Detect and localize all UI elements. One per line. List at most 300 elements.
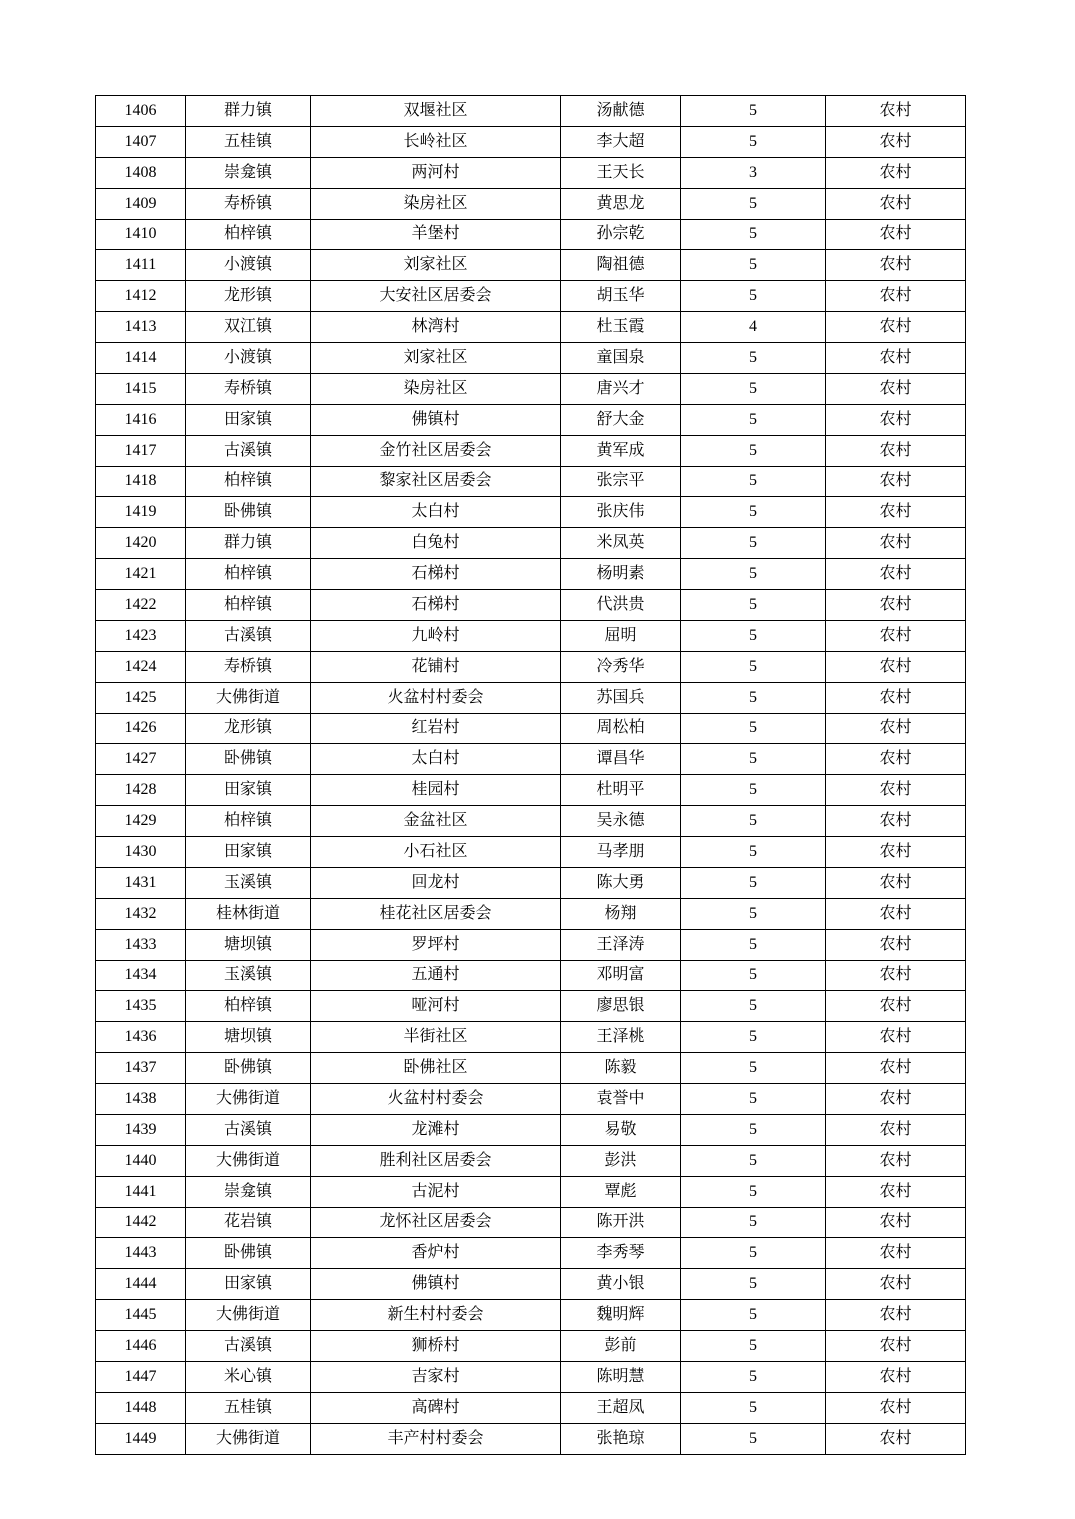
table-row (96, 1145, 966, 1176)
cell-area-type: 农村 (826, 157, 966, 188)
cell-village-community: 羊堡村 (311, 219, 561, 250)
cell-count: 5 (681, 96, 826, 127)
cell-town: 双江镇 (186, 312, 311, 343)
cell-town: 龙形镇 (186, 713, 311, 744)
cell-area-type: 农村 (826, 1238, 966, 1269)
cell-serial-number: 1426 (96, 713, 186, 744)
cell-area-type: 农村 (826, 497, 966, 528)
cell-serial-number: 1415 (96, 373, 186, 404)
cell-person-name: 陈明慧 (561, 1361, 681, 1392)
cell-village-community: 半街社区 (311, 1022, 561, 1053)
cell-serial-number: 1442 (96, 1207, 186, 1238)
cell-person-name: 米凤英 (561, 528, 681, 559)
cell-person-name: 张宗平 (561, 466, 681, 497)
cell-town: 卧佛镇 (186, 497, 311, 528)
cell-serial-number: 1430 (96, 837, 186, 868)
cell-area-type: 农村 (826, 960, 966, 991)
records-table-body (96, 96, 966, 1455)
cell-town: 大佛街道 (186, 1423, 311, 1454)
cell-village-community: 林湾村 (311, 312, 561, 343)
table-row (96, 713, 966, 744)
cell-serial-number: 1418 (96, 466, 186, 497)
cell-person-name: 彭洪 (561, 1145, 681, 1176)
table-row (96, 1176, 966, 1207)
cell-area-type: 农村 (826, 1269, 966, 1300)
cell-area-type: 农村 (826, 1392, 966, 1423)
cell-person-name: 邓明富 (561, 960, 681, 991)
cell-village-community: 红岩村 (311, 713, 561, 744)
cell-town: 柏梓镇 (186, 559, 311, 590)
table-row (96, 651, 966, 682)
cell-count: 5 (681, 713, 826, 744)
table-row (96, 991, 966, 1022)
cell-town: 寿桥镇 (186, 651, 311, 682)
cell-area-type: 农村 (826, 281, 966, 312)
table-row (96, 1053, 966, 1084)
cell-town: 群力镇 (186, 96, 311, 127)
cell-count: 5 (681, 466, 826, 497)
table-row (96, 219, 966, 250)
table-row (96, 281, 966, 312)
table-row (96, 682, 966, 713)
cell-village-community: 回龙村 (311, 867, 561, 898)
table-row (96, 1207, 966, 1238)
cell-count: 5 (681, 775, 826, 806)
cell-village-community: 双堰社区 (311, 96, 561, 127)
cell-town: 米心镇 (186, 1361, 311, 1392)
cell-area-type: 农村 (826, 96, 966, 127)
cell-village-community: 佛镇村 (311, 1269, 561, 1300)
cell-village-community: 火盆村村委会 (311, 1084, 561, 1115)
cell-serial-number: 1434 (96, 960, 186, 991)
table-row (96, 806, 966, 837)
cell-count: 5 (681, 898, 826, 929)
cell-person-name: 屈明 (561, 620, 681, 651)
cell-serial-number: 1438 (96, 1084, 186, 1115)
cell-serial-number: 1411 (96, 250, 186, 281)
cell-person-name: 黄思龙 (561, 188, 681, 219)
cell-person-name: 舒大金 (561, 404, 681, 435)
cell-serial-number: 1413 (96, 312, 186, 343)
cell-serial-number: 1409 (96, 188, 186, 219)
cell-serial-number: 1417 (96, 435, 186, 466)
cell-serial-number: 1446 (96, 1331, 186, 1362)
cell-area-type: 农村 (826, 188, 966, 219)
cell-town: 龙形镇 (186, 281, 311, 312)
cell-serial-number: 1443 (96, 1238, 186, 1269)
cell-area-type: 农村 (826, 559, 966, 590)
cell-town: 花岩镇 (186, 1207, 311, 1238)
table-row (96, 373, 966, 404)
cell-village-community: 小石社区 (311, 837, 561, 868)
cell-area-type: 农村 (826, 651, 966, 682)
table-row (96, 157, 966, 188)
cell-serial-number: 1425 (96, 682, 186, 713)
cell-town: 卧佛镇 (186, 744, 311, 775)
cell-serial-number: 1428 (96, 775, 186, 806)
cell-area-type: 农村 (826, 775, 966, 806)
cell-town: 田家镇 (186, 837, 311, 868)
table-row (96, 312, 966, 343)
cell-town: 小渡镇 (186, 250, 311, 281)
cell-serial-number: 1445 (96, 1300, 186, 1331)
cell-town: 寿桥镇 (186, 373, 311, 404)
cell-count: 5 (681, 250, 826, 281)
cell-serial-number: 1416 (96, 404, 186, 435)
table-row (96, 1269, 966, 1300)
cell-area-type: 农村 (826, 404, 966, 435)
cell-area-type: 农村 (826, 713, 966, 744)
table-row (96, 960, 966, 991)
cell-serial-number: 1406 (96, 96, 186, 127)
cell-town: 古溪镇 (186, 1331, 311, 1362)
table-row (96, 528, 966, 559)
cell-person-name: 杨明素 (561, 559, 681, 590)
cell-person-name: 魏明辉 (561, 1300, 681, 1331)
cell-serial-number: 1440 (96, 1145, 186, 1176)
cell-count: 5 (681, 281, 826, 312)
cell-person-name: 彭前 (561, 1331, 681, 1362)
cell-count: 5 (681, 1114, 826, 1145)
cell-town: 柏梓镇 (186, 991, 311, 1022)
cell-village-community: 罗坪村 (311, 929, 561, 960)
cell-person-name: 童国泉 (561, 343, 681, 374)
cell-area-type: 农村 (826, 126, 966, 157)
cell-town: 玉溪镇 (186, 960, 311, 991)
cell-count: 5 (681, 1084, 826, 1115)
cell-person-name: 孙宗乾 (561, 219, 681, 250)
cell-town: 小渡镇 (186, 343, 311, 374)
cell-village-community: 刘家社区 (311, 250, 561, 281)
table-row (96, 1361, 966, 1392)
cell-count: 5 (681, 497, 826, 528)
cell-town: 崇龛镇 (186, 157, 311, 188)
cell-area-type: 农村 (826, 1084, 966, 1115)
cell-count: 5 (681, 1238, 826, 1269)
cell-village-community: 高碑村 (311, 1392, 561, 1423)
cell-person-name: 杜明平 (561, 775, 681, 806)
cell-area-type: 农村 (826, 219, 966, 250)
cell-town: 柏梓镇 (186, 590, 311, 621)
cell-town: 桂林街道 (186, 898, 311, 929)
cell-count: 3 (681, 157, 826, 188)
cell-village-community: 火盆村村委会 (311, 682, 561, 713)
cell-village-community: 佛镇村 (311, 404, 561, 435)
cell-village-community: 大安社区居委会 (311, 281, 561, 312)
cell-count: 5 (681, 960, 826, 991)
cell-count: 5 (681, 1300, 826, 1331)
cell-area-type: 农村 (826, 343, 966, 374)
cell-serial-number: 1449 (96, 1423, 186, 1454)
cell-town: 群力镇 (186, 528, 311, 559)
cell-town: 古溪镇 (186, 1114, 311, 1145)
cell-serial-number: 1410 (96, 219, 186, 250)
cell-town: 五桂镇 (186, 126, 311, 157)
cell-area-type: 农村 (826, 528, 966, 559)
cell-person-name: 冷秀华 (561, 651, 681, 682)
cell-person-name: 谭昌华 (561, 744, 681, 775)
cell-person-name: 吴永德 (561, 806, 681, 837)
cell-count: 5 (681, 929, 826, 960)
cell-village-community: 吉家村 (311, 1361, 561, 1392)
cell-count: 5 (681, 682, 826, 713)
cell-serial-number: 1441 (96, 1176, 186, 1207)
cell-count: 5 (681, 435, 826, 466)
cell-village-community: 狮桥村 (311, 1331, 561, 1362)
cell-area-type: 农村 (826, 435, 966, 466)
cell-count: 5 (681, 219, 826, 250)
table-row (96, 837, 966, 868)
cell-village-community: 桂花社区居委会 (311, 898, 561, 929)
table-row (96, 590, 966, 621)
cell-area-type: 农村 (826, 312, 966, 343)
cell-village-community: 胜利社区居委会 (311, 1145, 561, 1176)
cell-area-type: 农村 (826, 837, 966, 868)
table-row (96, 435, 966, 466)
cell-village-community: 香炉村 (311, 1238, 561, 1269)
cell-area-type: 农村 (826, 373, 966, 404)
table-row (96, 1300, 966, 1331)
cell-serial-number: 1421 (96, 559, 186, 590)
cell-area-type: 农村 (826, 867, 966, 898)
cell-area-type: 农村 (826, 991, 966, 1022)
cell-serial-number: 1407 (96, 126, 186, 157)
cell-village-community: 龙滩村 (311, 1114, 561, 1145)
cell-serial-number: 1429 (96, 806, 186, 837)
cell-town: 柏梓镇 (186, 219, 311, 250)
table-row (96, 744, 966, 775)
table-row (96, 497, 966, 528)
cell-person-name: 张庆伟 (561, 497, 681, 528)
cell-area-type: 农村 (826, 1300, 966, 1331)
cell-village-community: 古泥村 (311, 1176, 561, 1207)
cell-town: 田家镇 (186, 775, 311, 806)
cell-count: 5 (681, 620, 826, 651)
cell-village-community: 染房社区 (311, 373, 561, 404)
cell-count: 5 (681, 837, 826, 868)
cell-person-name: 杜玉霞 (561, 312, 681, 343)
cell-count: 5 (681, 651, 826, 682)
cell-count: 5 (681, 373, 826, 404)
cell-serial-number: 1448 (96, 1392, 186, 1423)
table-row (96, 898, 966, 929)
cell-village-community: 金竹社区居委会 (311, 435, 561, 466)
cell-area-type: 农村 (826, 466, 966, 497)
cell-area-type: 农村 (826, 898, 966, 929)
cell-area-type: 农村 (826, 250, 966, 281)
cell-person-name: 王泽涛 (561, 929, 681, 960)
cell-person-name: 唐兴才 (561, 373, 681, 404)
cell-village-community: 刘家社区 (311, 343, 561, 374)
cell-person-name: 黄小银 (561, 1269, 681, 1300)
cell-village-community: 卧佛社区 (311, 1053, 561, 1084)
cell-area-type: 农村 (826, 1145, 966, 1176)
cell-town: 大佛街道 (186, 1084, 311, 1115)
table-row (96, 1114, 966, 1145)
cell-town: 田家镇 (186, 1269, 311, 1300)
cell-area-type: 农村 (826, 1423, 966, 1454)
cell-village-community: 花铺村 (311, 651, 561, 682)
cell-count: 5 (681, 1145, 826, 1176)
cell-village-community: 桂园村 (311, 775, 561, 806)
cell-person-name: 黄军成 (561, 435, 681, 466)
cell-town: 崇龛镇 (186, 1176, 311, 1207)
cell-town: 大佛街道 (186, 1300, 311, 1331)
cell-area-type: 农村 (826, 682, 966, 713)
cell-serial-number: 1435 (96, 991, 186, 1022)
cell-area-type: 农村 (826, 806, 966, 837)
table-row (96, 188, 966, 219)
cell-town: 卧佛镇 (186, 1238, 311, 1269)
cell-count: 5 (681, 867, 826, 898)
cell-serial-number: 1423 (96, 620, 186, 651)
cell-area-type: 农村 (826, 620, 966, 651)
cell-village-community: 九岭村 (311, 620, 561, 651)
cell-serial-number: 1444 (96, 1269, 186, 1300)
cell-village-community: 石梯村 (311, 559, 561, 590)
cell-serial-number: 1414 (96, 343, 186, 374)
cell-area-type: 农村 (826, 590, 966, 621)
table-row (96, 1022, 966, 1053)
cell-town: 古溪镇 (186, 620, 311, 651)
table-row (96, 867, 966, 898)
cell-serial-number: 1412 (96, 281, 186, 312)
cell-serial-number: 1447 (96, 1361, 186, 1392)
cell-town: 大佛街道 (186, 682, 311, 713)
cell-count: 5 (681, 1053, 826, 1084)
table-row (96, 559, 966, 590)
cell-count: 5 (681, 744, 826, 775)
cell-person-name: 陈开洪 (561, 1207, 681, 1238)
cell-village-community: 太白村 (311, 744, 561, 775)
cell-person-name: 李大超 (561, 126, 681, 157)
cell-village-community: 白兔村 (311, 528, 561, 559)
cell-serial-number: 1437 (96, 1053, 186, 1084)
cell-count: 5 (681, 126, 826, 157)
table-row (96, 404, 966, 435)
cell-person-name: 胡玉华 (561, 281, 681, 312)
table-row (96, 1331, 966, 1362)
cell-town: 柏梓镇 (186, 806, 311, 837)
table-row (96, 96, 966, 127)
cell-person-name: 廖思银 (561, 991, 681, 1022)
cell-count: 5 (681, 188, 826, 219)
cell-serial-number: 1420 (96, 528, 186, 559)
cell-village-community: 哑河村 (311, 991, 561, 1022)
cell-count: 5 (681, 1207, 826, 1238)
cell-person-name: 易敬 (561, 1114, 681, 1145)
table-row (96, 466, 966, 497)
cell-count: 5 (681, 1423, 826, 1454)
cell-person-name: 陶祖德 (561, 250, 681, 281)
cell-area-type: 农村 (826, 1114, 966, 1145)
cell-area-type: 农村 (826, 929, 966, 960)
cell-count: 5 (681, 528, 826, 559)
cell-person-name: 陈毅 (561, 1053, 681, 1084)
cell-serial-number: 1439 (96, 1114, 186, 1145)
cell-count: 5 (681, 1022, 826, 1053)
cell-person-name: 李秀琴 (561, 1238, 681, 1269)
table-row (96, 126, 966, 157)
cell-count: 5 (681, 1331, 826, 1362)
cell-person-name: 王天长 (561, 157, 681, 188)
table-row (96, 1084, 966, 1115)
cell-village-community: 丰产村村委会 (311, 1423, 561, 1454)
records-table (95, 95, 966, 1455)
cell-area-type: 农村 (826, 1361, 966, 1392)
cell-village-community: 长岭社区 (311, 126, 561, 157)
cell-village-community: 新生村村委会 (311, 1300, 561, 1331)
cell-count: 4 (681, 312, 826, 343)
cell-count: 5 (681, 559, 826, 590)
table-row (96, 1392, 966, 1423)
table-row (96, 620, 966, 651)
cell-count: 5 (681, 1176, 826, 1207)
cell-town: 卧佛镇 (186, 1053, 311, 1084)
cell-village-community: 染房社区 (311, 188, 561, 219)
cell-count: 5 (681, 806, 826, 837)
cell-serial-number: 1424 (96, 651, 186, 682)
cell-serial-number: 1436 (96, 1022, 186, 1053)
cell-town: 田家镇 (186, 404, 311, 435)
cell-town: 玉溪镇 (186, 867, 311, 898)
cell-count: 5 (681, 404, 826, 435)
cell-village-community: 金盆社区 (311, 806, 561, 837)
cell-person-name: 代洪贵 (561, 590, 681, 621)
cell-serial-number: 1427 (96, 744, 186, 775)
cell-count: 5 (681, 991, 826, 1022)
table-row (96, 343, 966, 374)
cell-count: 5 (681, 343, 826, 374)
cell-area-type: 农村 (826, 1022, 966, 1053)
cell-person-name: 王超凤 (561, 1392, 681, 1423)
table-row (96, 929, 966, 960)
cell-count: 5 (681, 1269, 826, 1300)
cell-town: 五桂镇 (186, 1392, 311, 1423)
cell-person-name: 王泽桃 (561, 1022, 681, 1053)
cell-town: 柏梓镇 (186, 466, 311, 497)
cell-village-community: 石梯村 (311, 590, 561, 621)
cell-serial-number: 1432 (96, 898, 186, 929)
cell-village-community: 黎家社区居委会 (311, 466, 561, 497)
cell-village-community: 龙怀社区居委会 (311, 1207, 561, 1238)
cell-area-type: 农村 (826, 1331, 966, 1362)
cell-serial-number: 1419 (96, 497, 186, 528)
cell-person-name: 苏国兵 (561, 682, 681, 713)
cell-village-community: 两河村 (311, 157, 561, 188)
cell-area-type: 农村 (826, 1207, 966, 1238)
cell-town: 大佛街道 (186, 1145, 311, 1176)
cell-village-community: 五通村 (311, 960, 561, 991)
cell-person-name: 张艳琼 (561, 1423, 681, 1454)
cell-town: 塘坝镇 (186, 1022, 311, 1053)
cell-town: 塘坝镇 (186, 929, 311, 960)
cell-person-name: 陈大勇 (561, 867, 681, 898)
cell-town: 古溪镇 (186, 435, 311, 466)
cell-serial-number: 1433 (96, 929, 186, 960)
cell-person-name: 杨翔 (561, 898, 681, 929)
cell-serial-number: 1408 (96, 157, 186, 188)
cell-person-name: 周松柏 (561, 713, 681, 744)
table-row (96, 1238, 966, 1269)
cell-area-type: 农村 (826, 744, 966, 775)
cell-town: 寿桥镇 (186, 188, 311, 219)
cell-person-name: 覃彪 (561, 1176, 681, 1207)
cell-count: 5 (681, 1392, 826, 1423)
cell-area-type: 农村 (826, 1176, 966, 1207)
cell-serial-number: 1422 (96, 590, 186, 621)
cell-person-name: 马孝朋 (561, 837, 681, 868)
